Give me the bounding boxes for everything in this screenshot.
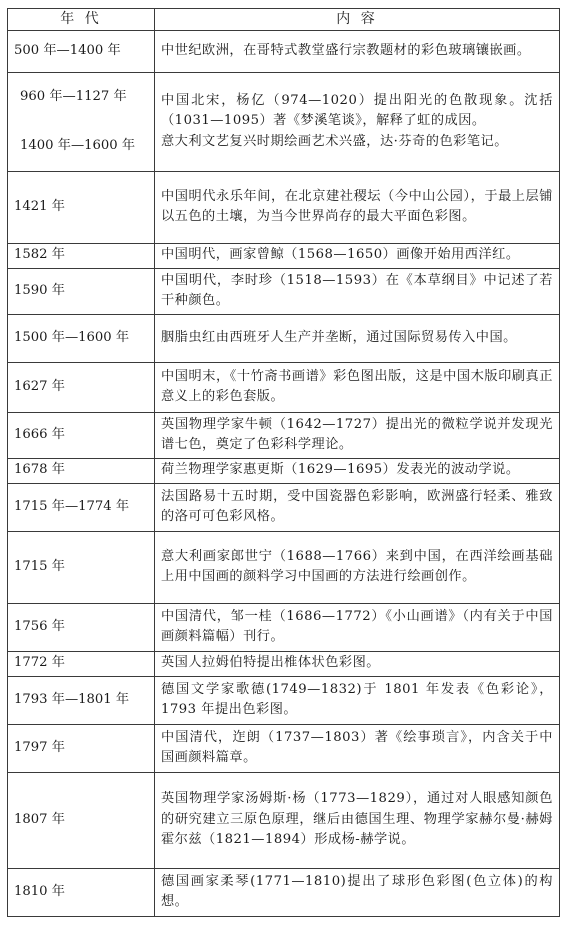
year-cell: 1807 年 <box>8 772 155 868</box>
year-cell: 1793 年—1801 年 <box>8 676 155 724</box>
year-cell: 1627 年 <box>8 362 155 412</box>
year-cell: 1715 年—1774 年 <box>8 483 155 531</box>
table-row <box>8 243 560 268</box>
year-cell: 960 年—1127 年 <box>20 89 127 105</box>
table-row <box>8 458 560 483</box>
content-cell: 中国明代永乐年间，在北京建社稷坛（今中山公园），于最上层铺以五色的土壤，为当今世界尚存的最大平面色彩图。 <box>155 171 560 243</box>
table-row <box>8 362 560 412</box>
header-content: 内 容 <box>155 9 560 31</box>
table-row <box>8 651 560 676</box>
content-cell: 中世纪欧洲，在哥特式教堂盛行宗教题材的彩色玻璃镶嵌画。 <box>155 30 560 72</box>
content-cell: 英国物理学家汤姆斯·杨（1773—1829），通过对人眼感知颜色的研究建立三原色原理，继后由德国生理、物理学家赫尔曼·赫姆霍尔兹（1821—1894）形成杨-赫学说。 <box>155 772 560 868</box>
content-cell: 中国明代，李时珍（1518—1593）在《本草纲目》中记述了若干种颜色。 <box>155 268 560 314</box>
year-cell: 1810 年 <box>8 868 155 916</box>
content-cell: 中国清代，邹一桂（1686—1772）《小山画谱》（内有关于中国画颜料篇幅）刊行。 <box>155 603 560 651</box>
year-cell: 1756 年 <box>8 603 155 651</box>
content-cell: 德国画家柔琴(1771—1810)提出了球形色彩图(色立体)的构想。 <box>155 868 560 916</box>
table-row <box>8 268 560 314</box>
table-row <box>8 676 560 724</box>
table-row <box>8 531 560 603</box>
table-row <box>8 483 560 531</box>
header-year: 年 代 <box>8 9 155 31</box>
table-row <box>8 603 560 651</box>
table-row <box>8 868 560 916</box>
timeline-table <box>7 8 560 917</box>
year-cell-merged <box>8 72 155 171</box>
year-cell: 1797 年 <box>8 724 155 772</box>
content-cell: 英国人拉姆伯特提出椎体状色彩图。 <box>155 651 560 676</box>
year-cell: 500 年—1400 年 <box>8 30 155 72</box>
table-row <box>8 412 560 458</box>
year-cell: 1500 年—1600 年 <box>8 314 155 362</box>
content-cell-merged <box>155 72 560 171</box>
content-cell: 德国文学家歌德(1749—1832)于 1801 年发表《色彩论》，1793 年提出色彩图。 <box>155 676 560 724</box>
table-row <box>8 772 560 868</box>
content-cell: 荷兰物理学家惠更斯（1629—1695）发表光的波动学说。 <box>155 458 560 483</box>
table-row <box>8 30 560 72</box>
content-cell: 中国明代，画家曾鲸（1568—1650）画像开始用西洋红。 <box>155 243 560 268</box>
content-cell: 英国物理学家牛顿（1642—1727）提出光的微粒学说并发现光谱七色，奠定了色彩科学理论。 <box>155 412 560 458</box>
table-row <box>8 72 560 171</box>
content-cell: 意大利画家郎世宁（1688—1766）来到中国，在西洋绘画基础上用中国画的颜料学习中国画的方法进行绘画创作。 <box>155 531 560 603</box>
year-cell: 1772 年 <box>8 651 155 676</box>
table-row <box>8 171 560 243</box>
table-row <box>8 724 560 772</box>
year-cell: 1715 年 <box>8 531 155 603</box>
header-row <box>8 9 560 31</box>
year-cell: 1400 年—1600 年 <box>20 138 136 154</box>
year-cell: 1590 年 <box>8 268 155 314</box>
content-cell: 中国清代，迮朗（1737—1803）著《绘事琐言》，内含关于中国画颜料篇章。 <box>155 724 560 772</box>
year-cell: 1421 年 <box>8 171 155 243</box>
content-cell: 法国路易十五时期，受中国瓷器色彩影响，欧洲盛行轻柔、雅致的洛可可色彩风格。 <box>155 483 560 531</box>
content-text: 意大利文艺复兴时期绘画艺术兴盛，达·芬奇的色彩笔记。 <box>161 133 508 149</box>
year-cell: 1582 年 <box>8 243 155 268</box>
table-row <box>8 314 560 362</box>
content-text: 中国北宋，杨亿（974—1020）提出阳光的色散现象。沈括（1031—1095）著《梦溪笔谈》，解释了虹的成因。 <box>161 92 553 129</box>
content-cell: 胭脂虫红由西班牙人生产并垄断，通过国际贸易传入中国。 <box>155 314 560 362</box>
year-cell: 1678 年 <box>8 458 155 483</box>
year-cell: 1666 年 <box>8 412 155 458</box>
content-cell: 中国明末，《十竹斋书画谱》彩色图出版，这是中国木版印刷真正意义上的彩色套版。 <box>155 362 560 412</box>
